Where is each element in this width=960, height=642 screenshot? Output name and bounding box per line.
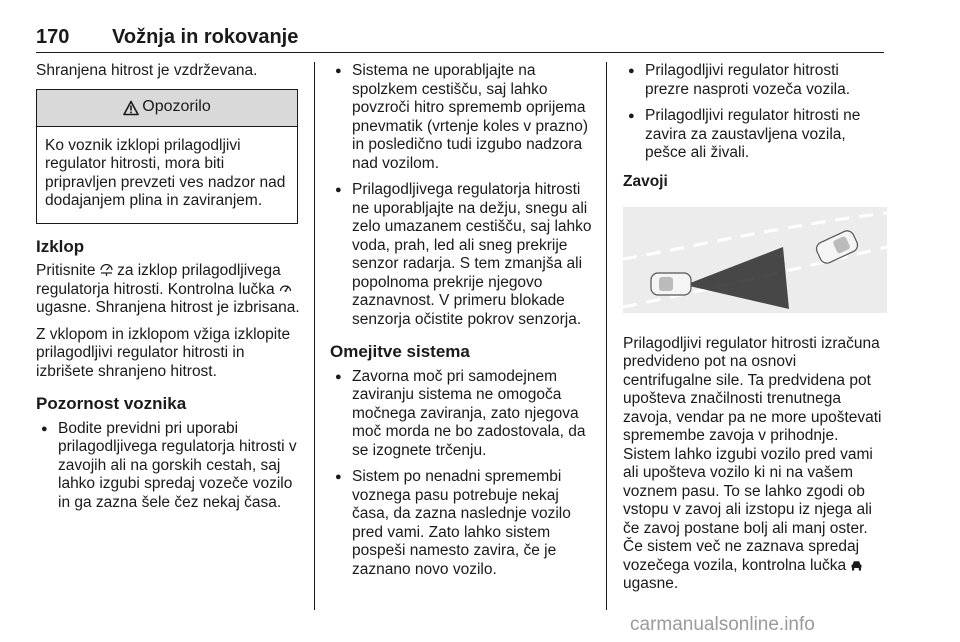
list-item: ● Sistem po nenadni spremembi voznega pasu potrebuje nekaj časa, da zazna naslednje vozilo pred vami. Zato lahko sistem pospeši namesto zavira, če je zaznano novo vozilo. — [330, 468, 595, 579]
column-divider — [606, 62, 607, 610]
cruise-control-button-icon — [100, 264, 113, 276]
bullet-list — [330, 62, 595, 329]
zavoji-text-b: ugasne. — [623, 575, 679, 592]
izklop-text-a: Pritisnite — [36, 262, 96, 279]
list-item: ● Zavorna moč pri samodejnem zaviranju sistema ne omogoča močnega zaviranja, zato njegova moč morda ne bo zadostovala, da se izognete trčenju. — [330, 368, 595, 461]
bullet-list — [623, 62, 887, 163]
intro-text: Shranjena hitrost je vzdrževana. — [36, 62, 258, 79]
omejitve-list — [330, 368, 595, 580]
zavoji-text-a: Prilagodljivi regulator hitrosti izračuna predvideno pot na osnovi centrifugalne sile. Ta predvidena pot upošteva značilnosti trenutnega zavoja, vendar pa ne more upoštevati spremembe zavoja v prihodnje. Sistem lahko izgubi vozilo pred vami ali upošteva vozilo ki ni na vašem voznem pasu. To se lahko zgodi ob vstopu v zavoj ali izstopu iz njega ali če zavoj postane bolj ali manj oster. Če sistem več ne zaznava spredaj vozečega vozila, kontrolna lučka — [623, 334, 882, 574]
warning-triangle-icon — [123, 100, 139, 116]
section-heading-omejitve: Omejitve sistema — [330, 342, 470, 361]
watermark: carmanualsonline.info — [630, 614, 815, 635]
warning-title: Opozorilo — [142, 98, 211, 116]
curve-illustration — [623, 207, 887, 313]
list-item: ● Bodite previdni pri uporabi prilagodljivega regulatorja hitrosti v zavojih ali na gorskih cestah, saj lahko izgubi spredaj vozeče vozilo in ga zazna šele čez nekaj časa. — [36, 420, 304, 513]
warning-header — [37, 90, 297, 127]
section-heading-pozornost: Pozornost voznika — [36, 394, 187, 413]
chapter-title: Vožnja in rokovanje — [112, 26, 299, 48]
column-1 — [36, 62, 304, 520]
warning-box — [36, 89, 298, 224]
column-3 — [623, 62, 887, 602]
cruise-indicator-icon — [279, 283, 292, 295]
zavoji-paragraph — [623, 335, 887, 594]
list-item: ● Sistema ne uporabljajte na spolzkem cestišču, saj lahko povzroči hitro sprememb oprijema pnevmatik (vrtenje koles v prazno) in posledično tudi izgubo nadzora nad vozilom. — [330, 62, 595, 173]
list-item: ● Prilagodljivi regulator hitrosti ne zavira za zaustavljena vozila, pešce ali živali. — [623, 107, 887, 163]
column-2 — [330, 62, 595, 587]
izklop-paragraph-1 — [36, 262, 304, 318]
izklop-text-c: ugasne. Shranjena hitrost je izbrisana. — [36, 299, 300, 316]
pozornost-list — [36, 420, 304, 513]
izklop-text-b: za izklop prilagodljivega regulatorja hitrosti. Kontrolna lučka — [36, 262, 281, 298]
column-divider — [314, 62, 315, 610]
list-item: ● Prilagodljivi regulator hitrosti prezre nasproti vozeča vozila. — [623, 62, 887, 99]
section-heading-zavoji: Zavoji — [623, 172, 668, 190]
page-number: 170 — [36, 26, 70, 48]
page-header — [36, 22, 884, 53]
own-car — [651, 273, 691, 295]
vehicle-ahead-icon — [850, 559, 863, 571]
section-heading-izklop: Izklop — [36, 236, 85, 256]
warning-body: Ko voznik izklopi prilagodljivi regulator hitrosti, mora biti pripravljen prevzeti ves nadzor nad dodajanjem plina in zaviranjem. — [45, 136, 286, 209]
izklop-paragraph-2: Z vklopom in izklopom vžiga izklopite prilagodljivi regulator hitrosti in izbrišete shranjeno hitrost. — [36, 325, 291, 380]
list-item: ● Prilagodljivega regulatorja hitrosti ne uporabljajte na dežju, snegu ali zelo umazanem cestišču, saj lahko voda, prah, led ali sneg prekrije senzor radarja. S tem zmanjša ali popolnoma prekrije njegovo zaznavnost. V primeru blokade senzorja očistite pokrov senzorja. — [330, 181, 595, 329]
